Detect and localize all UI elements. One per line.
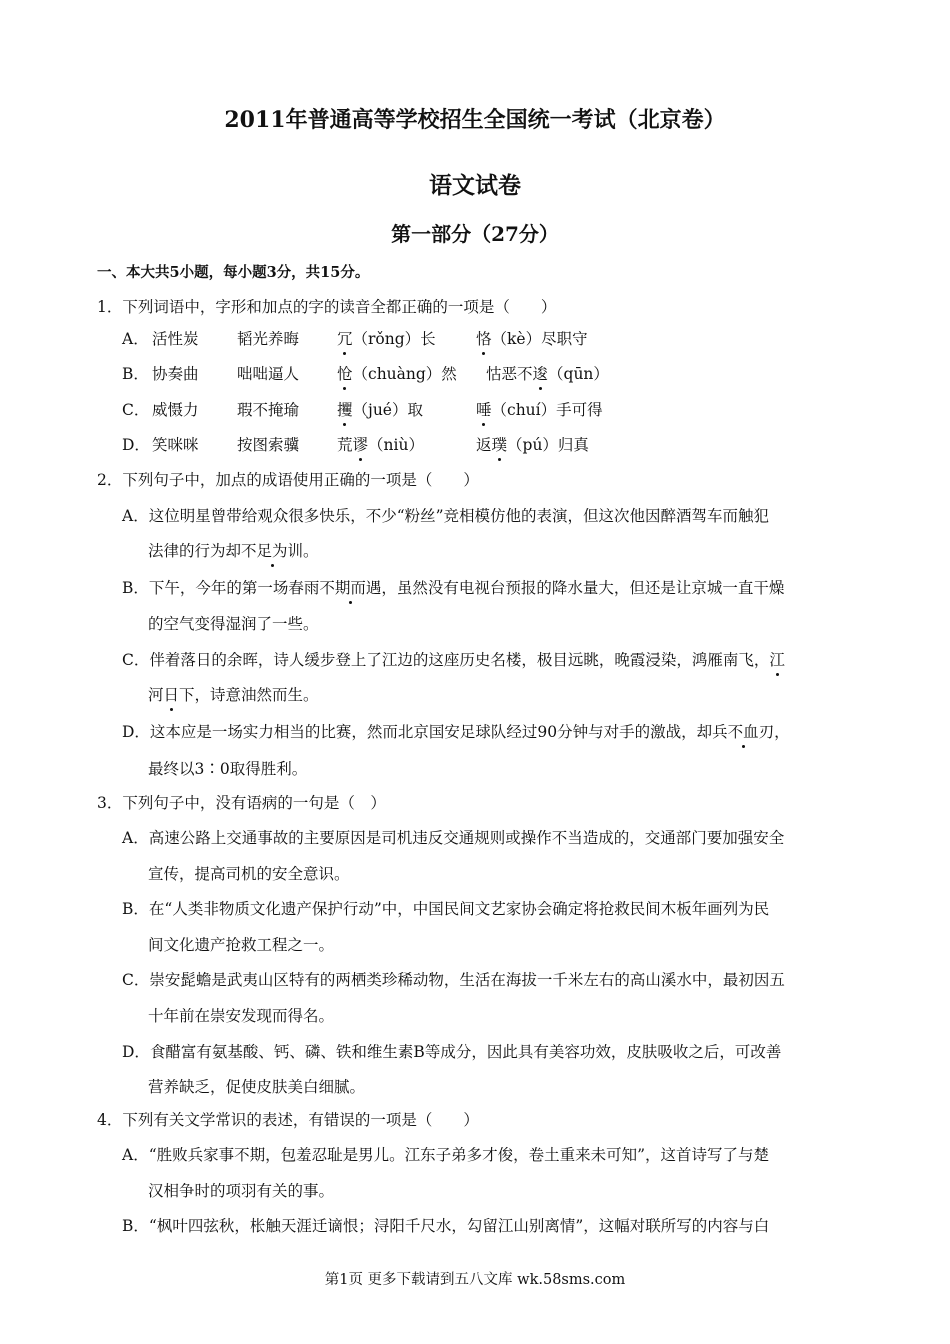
text: B．下午，今年的第一场春雨 — [122, 579, 320, 597]
pinyin: （pú）归真 — [507, 436, 589, 454]
q2-stem: 2．下列句子中，加点的成语使用正确的一项是（ ） — [97, 471, 479, 489]
option-word — [486, 363, 609, 385]
option-word — [476, 434, 589, 456]
dotted-char: 恪 — [476, 330, 492, 348]
option-word: 咄咄逼人 — [237, 365, 300, 383]
dotted-idiom: 河日下 — [148, 686, 195, 704]
dotted-idiom: 江 — [769, 651, 785, 669]
pinyin: （rǒng）长 — [352, 330, 436, 348]
q3-option-a-line1: A．高速公路上交通事故的主要原因是司机违反交通规则或操作不当造成的，交通部门要加强安全 — [122, 829, 785, 847]
option-word — [337, 363, 457, 385]
q4-option-a-line1: A．“胜败兵家事不期，包羞忍耻是男儿。江东子弟多才俊，卷土重来未可知”，这首诗写了与楚 — [122, 1146, 770, 1164]
option-letter: A． — [122, 330, 149, 348]
q2-option-a-line2 — [148, 540, 319, 562]
section-heading: 一、本大共5小题，每小题3分，共15分。 — [97, 264, 370, 281]
option-letter: C． — [122, 401, 150, 419]
dotted-char: 攫 — [337, 401, 353, 419]
text: C．伴着落日的余晖，诗人缓步登上了江边的这座历史名楼，极目远眺，晚霞浸染，鸿雁南飞， — [122, 651, 770, 669]
q2-option-c-line1 — [122, 649, 785, 671]
pinyin: （chuí）手可得 — [491, 401, 603, 419]
dotted-idiom: 不期而遇 — [319, 579, 382, 597]
dotted-idiom: 兵不血刃 — [712, 723, 775, 741]
option-word — [337, 434, 424, 456]
q4-option-a-line2: 汉相争时的项羽有关的事。 — [148, 1182, 335, 1200]
q2-option-b-line1 — [122, 577, 784, 599]
q3-option-d-line1: D．食醋富有氨基酸、钙、磷、铁和维生素B等成分，因此具有美容功效，皮肤吸收之后，可改善 — [122, 1043, 782, 1061]
q3-option-d-line2: 营养缺乏，促使皮肤美白细腻。 — [148, 1078, 366, 1096]
option-word — [337, 328, 436, 350]
dotted-char: 怆 — [337, 365, 353, 383]
dotted-char: 璞 — [491, 436, 508, 454]
text: ，虽然没有电视台预报的降水量大，但还是让京城一直干燥 — [381, 579, 785, 597]
paper-title: 语文试卷 — [429, 172, 521, 199]
q3-option-c-line1: C．崇安髭蟾是武夷山区特有的两栖类珍稀动物，生活在海拔一千米左右的高山溪水中，最初因五 — [122, 971, 785, 989]
q3-option-c-line2: 十年前在崇安发现而得名。 — [148, 1007, 335, 1025]
pinyin: （niù） — [368, 436, 424, 454]
exam-title: 2011年普通高等学校招生全国统一考试（北京卷） — [224, 107, 726, 133]
q1-stem: 1．下列词语中，字形和加点的字的读音全都正确的一项是（ ） — [97, 298, 557, 316]
text: 法律的行为却 — [148, 542, 242, 560]
option-word: 韬光养晦 — [237, 330, 300, 348]
option-word: 活性炭 — [152, 330, 199, 348]
option-word: 笑咪咪 — [152, 436, 199, 454]
part-title: 第一部分（27分） — [391, 222, 559, 246]
option-word: 瑕不掩瑜 — [237, 401, 300, 419]
text: ， — [774, 723, 790, 741]
q3-option-b-line2: 间文化遗产抢救工程之一。 — [148, 936, 335, 954]
dotted-char: 谬 — [352, 436, 369, 454]
word-text: 荒 — [337, 436, 353, 454]
q2-option-c-line2 — [148, 684, 319, 706]
option-word: 威慑力 — [152, 401, 199, 419]
dotted-idiom: 不足为训 — [241, 542, 304, 560]
q4-stem: 4．下列有关文学常识的表述，有错误的一项是（ ） — [97, 1111, 479, 1129]
dotted-char: 逡 — [532, 365, 549, 383]
dotted-char: 冗 — [337, 330, 353, 348]
q3-stem: 3．下列句子中，没有语病的一句是（ ） — [97, 794, 386, 812]
q3-option-b-line1: B．在“人类非物质文化遗产保护行动”中，中国民间文艺家协会确定将抢救民间木板年画列为民 — [122, 900, 770, 918]
option-letter: D． — [122, 436, 150, 454]
option-word — [476, 328, 588, 350]
word-text: 返 — [476, 436, 492, 454]
page-footer: 第1页 更多下载请到五八文库 wk.58sms.com — [324, 1272, 626, 1288]
text: D．这本应是一场实力相当的比赛，然而北京国安足球队经过90分钟与对手的激战，却 — [122, 723, 713, 741]
word-text: 怙恶不 — [486, 365, 533, 383]
text: 。 — [303, 542, 319, 560]
pinyin: （chuàng）然 — [352, 365, 457, 383]
q2-option-b-line2: 的空气变得湿润了一些。 — [148, 615, 319, 633]
q3-option-a-line2: 宣传，提高司机的安全意识。 — [148, 865, 350, 883]
pinyin: （qūn） — [548, 365, 609, 383]
pinyin: （kè）尽职守 — [491, 330, 588, 348]
pinyin: （jué）取 — [352, 401, 423, 419]
option-word — [476, 399, 603, 421]
q4-option-b-line1: B．“枫叶四弦秋，枨触天涯迁谪恨；浔阳千尺水，勾留江山别离情”，这幅对联所写的内容与白 — [122, 1217, 770, 1235]
q2-option-d-line2: 最终以3∶0取得胜利。 — [148, 760, 308, 778]
text: ，诗意油然而生。 — [194, 686, 319, 704]
option-word: 按图索骥 — [237, 436, 300, 454]
option-word: 协奏曲 — [152, 365, 199, 383]
option-word — [337, 399, 423, 421]
option-letter: B． — [122, 365, 149, 383]
q2-option-d-line1 — [122, 721, 790, 743]
q2-option-a-line1: A．这位明星曾带给观众很多快乐，不少“粉丝”竞相模仿他的表演，但这次他因醉酒驾车而触犯 — [122, 507, 770, 525]
dotted-char: 唾 — [476, 401, 492, 419]
